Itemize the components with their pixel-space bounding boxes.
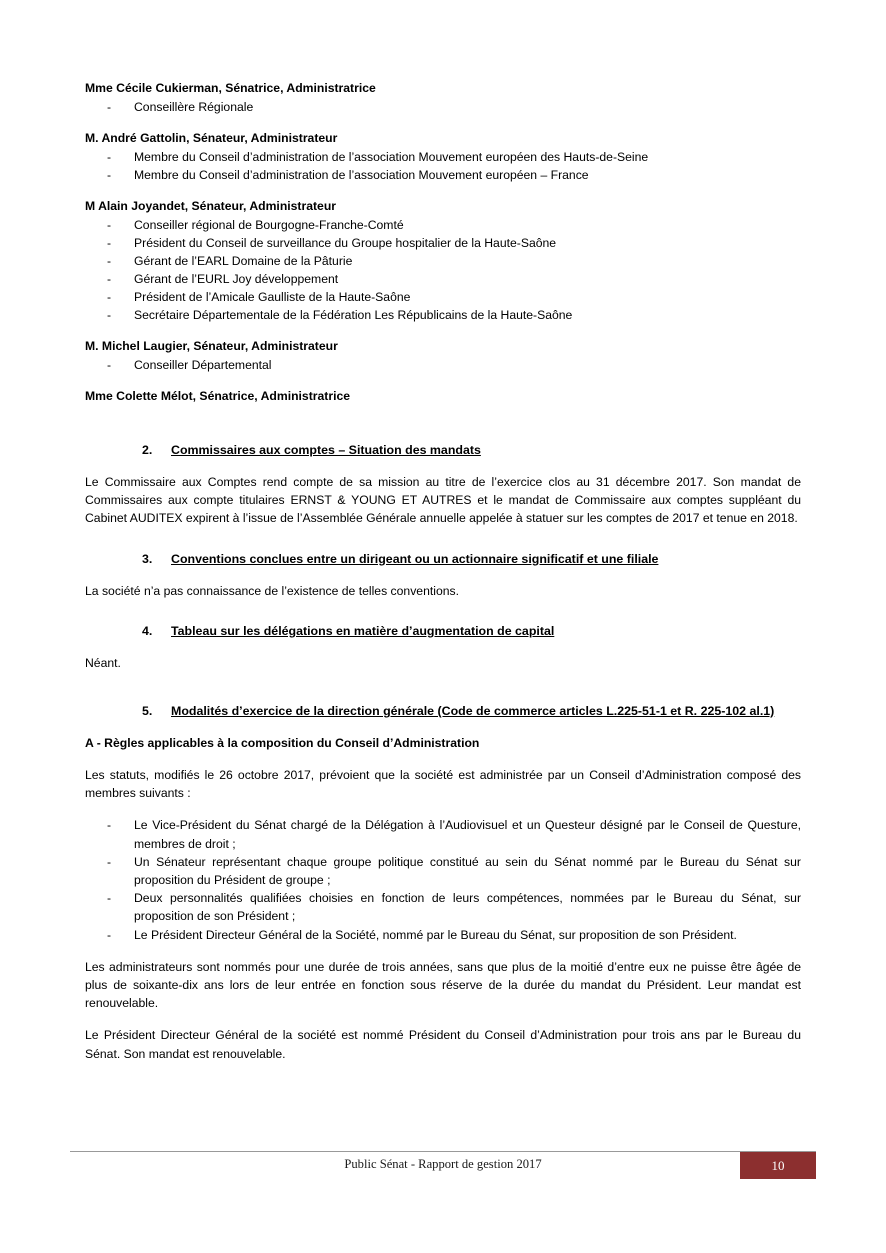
list-item <box>85 356 801 374</box>
spacer <box>85 528 801 550</box>
list-item <box>85 252 801 270</box>
person-name: Mme Cécile Cukierman, Sénatrice, Administratrice <box>85 81 376 95</box>
person-name: M. André Gattolin, Sénateur, Administrateur <box>85 131 338 145</box>
list-item <box>85 926 801 944</box>
person-entry <box>85 388 801 405</box>
role-text: Membre du Conseil d’administration de l’association Mouvement européen – France <box>134 168 589 182</box>
list-item <box>85 234 801 252</box>
spacer <box>85 640 801 654</box>
subsection-paragraph-1: Les administrateurs sont nommés pour une durée de trois années, sans que plus de la moitié d’entre eux ne puisse être âgée de plus de soixante-dix ans lors de leur entrée en fonction sous réserve de la durée du mandat du Président. Leur mandat est renouvelable. <box>85 959 801 1011</box>
spacer <box>85 1012 801 1026</box>
dash-marker: - <box>107 272 112 286</box>
person-entry <box>85 80 801 116</box>
dash-marker: - <box>107 168 112 182</box>
dash-marker: - <box>107 308 112 322</box>
role-text: Président de l’Amicale Gaulliste de la Haute-Saône <box>134 290 411 304</box>
role-text: Président du Conseil de surveillance du Groupe hospitalier de la Haute-Saône <box>134 236 557 250</box>
footer-divider <box>70 1151 816 1152</box>
person-name: Mme Colette Mélot, Sénatrice, Administratrice <box>85 389 351 403</box>
list-item <box>85 816 801 852</box>
dash-marker: - <box>107 254 112 268</box>
role-text: Conseiller Départemental <box>134 358 272 372</box>
section-number: 2. <box>142 443 153 457</box>
list-item <box>85 270 801 288</box>
person-entry <box>85 338 801 374</box>
section-heading-4 <box>142 622 801 640</box>
dash-marker: - <box>107 891 112 906</box>
subsection-intro: Les statuts, modifiés le 26 octobre 2017, prévoient que la société est administrée par un Conseil d’Administration composé des membres suivants : <box>85 768 801 801</box>
dash-marker: - <box>107 218 112 232</box>
section-heading-3 <box>142 550 801 568</box>
role-text: Gérant de l’EURL Joy développement <box>134 272 339 286</box>
spacer <box>85 600 801 622</box>
spacer <box>85 419 801 441</box>
dash-marker: - <box>107 854 112 869</box>
dash-marker: - <box>107 290 112 304</box>
role-text: Membre du Conseil d’administration de l’association Mouvement européen des Hauts-de-Seine <box>134 150 649 164</box>
bullet-text: Le Vice-Président du Sénat chargé de la Délégation à l’Audiovisuel et un Questeur désigné par le Conseil de Questure, membres de droit ; <box>134 818 801 851</box>
composition-list <box>85 816 801 943</box>
list-item <box>85 889 801 925</box>
person-name: M. Michel Laugier, Sénateur, Administrateur <box>85 339 338 353</box>
spacer <box>85 459 801 473</box>
spacer <box>85 720 801 734</box>
footer-text: Public Sénat - Rapport de gestion 2017 <box>344 1157 542 1171</box>
list-item <box>85 216 801 234</box>
person-name: M Alain Joyandet, Sénateur, Administrateur <box>85 199 337 213</box>
section-heading-2 <box>142 441 801 459</box>
dash-marker: - <box>107 818 112 833</box>
spacer <box>85 694 801 702</box>
role-text: Conseiller régional de Bourgogne-Franche-Comté <box>134 218 404 232</box>
list-item <box>85 98 801 116</box>
spacer <box>85 672 801 694</box>
dash-marker: - <box>107 150 112 164</box>
person-roles <box>85 356 801 374</box>
role-text: Secrétaire Départementale de la Fédération Les Républicains de la Haute-Saône <box>134 308 573 322</box>
bullet-text: Le Président Directeur Général de la Société, nommé par le Bureau du Sénat, sur proposition de son Président. <box>134 927 737 942</box>
page-number-badge: 10 <box>740 1152 816 1179</box>
page-footer <box>70 1151 816 1179</box>
section-title: Tableau sur les délégations en matière d’augmentation de capital <box>171 623 555 638</box>
dash-marker: - <box>107 100 112 114</box>
page-content <box>85 80 801 1063</box>
spacer <box>85 752 801 766</box>
section-number: 5. <box>142 704 153 719</box>
person-entry <box>85 130 801 184</box>
dash-marker: - <box>107 927 112 942</box>
person-entry <box>85 198 801 324</box>
list-item <box>85 288 801 306</box>
section-paragraph-2: Le Commissaire aux Comptes rend compte de sa mission au titre de l’exercice clos au 31 décembre 2017. Son mandat de Commissaires aux compte titulaires ERNST & YOUNG ET AUTRES et le mandat de Commissaire aux comptes suppléant du Cabinet AUDITEX expirent à l’issue de l’Assemblée Générale annuelle appelée à statuer sur les comptes de 2017 et tenue en 2018. <box>85 475 801 526</box>
section-paragraph-4: Néant. <box>85 655 121 670</box>
section-number: 4. <box>142 623 153 638</box>
person-roles <box>85 216 801 324</box>
subsection-heading: A - Règles applicables à la composition du Conseil d’Administration <box>85 736 480 751</box>
section-paragraph-3: La société n’a pas connaissance de l’existence de telles conventions. <box>85 583 459 598</box>
section-number: 3. <box>142 551 153 566</box>
bullet-text: Deux personnalités qualifiées choisies en fonction de leurs compétences, nommées par le Bureau du Sénat, sur proposition de son Président ; <box>134 891 801 924</box>
spacer <box>85 802 801 816</box>
bullet-text: Un Sénateur représentant chaque groupe politique constitué au sein du Sénat nommé par le Bureau du Sénat sur proposition du Président de groupe ; <box>134 854 801 888</box>
list-item <box>85 853 801 889</box>
role-text: Conseillère Régionale <box>134 100 254 114</box>
dash-marker: - <box>107 358 112 372</box>
dash-marker: - <box>107 236 112 250</box>
role-text: Gérant de l’EARL Domaine de la Pâturie <box>134 254 353 268</box>
spacer <box>85 568 801 582</box>
list-item <box>85 148 801 166</box>
person-roles <box>85 98 801 116</box>
list-item <box>85 166 801 184</box>
person-roles <box>85 148 801 184</box>
section-heading-5 <box>142 702 801 720</box>
subsection-paragraph-2: Le Président Directeur Général de la société est nommé Président du Conseil d’Administration pour trois ans par le Bureau du Sénat. Son mandat est renouvelable. <box>85 1028 801 1061</box>
list-item <box>85 306 801 324</box>
section-title: Commissaires aux comptes – Situation des mandats <box>171 443 481 457</box>
section-title: Conventions conclues entre un dirigeant ou un actionnaire significatif et une filiale <box>171 551 659 566</box>
spacer <box>85 944 801 958</box>
section-title: Modalités d’exercice de la direction générale (Code de commerce articles L.225-51-1 et R. 225-102 al.1) <box>171 704 775 719</box>
